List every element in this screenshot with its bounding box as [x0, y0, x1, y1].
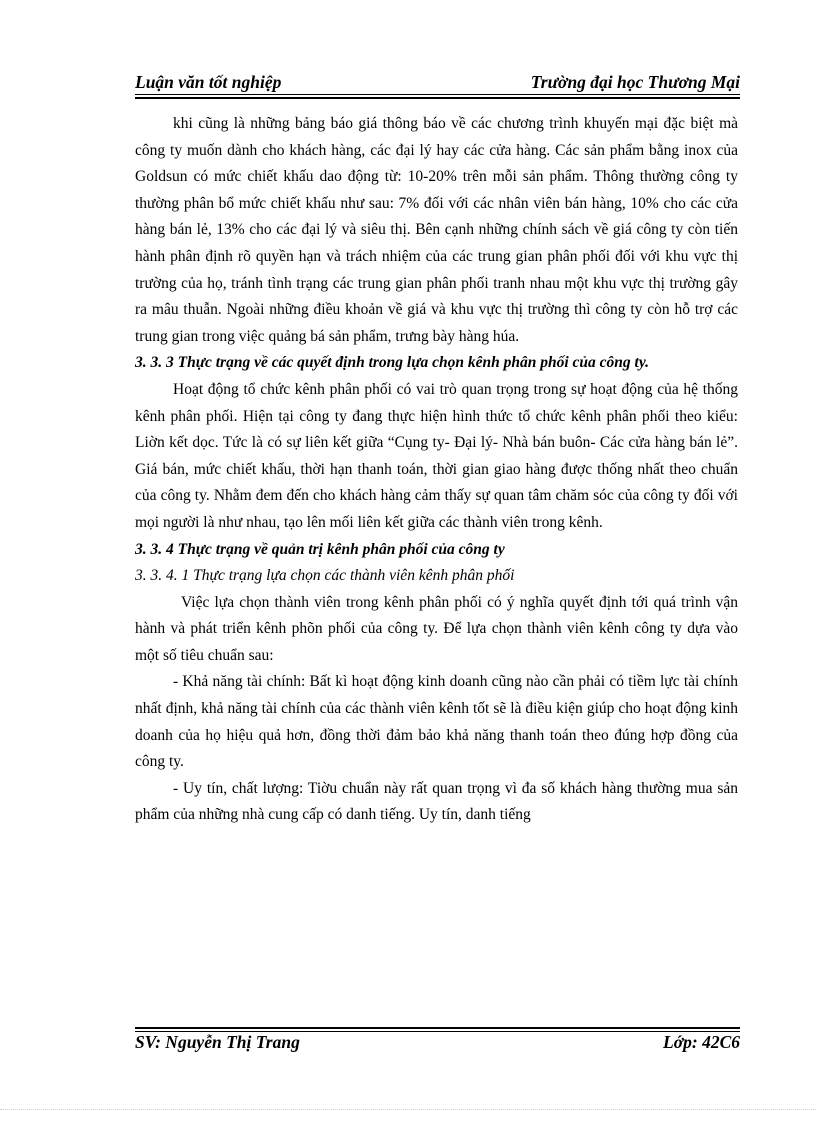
- paragraph-member-selection: Việc lựa chọn thành viên trong kênh phân phối có ý nghĩa quyết định tới quá trình vận hành và phát triển kênh phõn phối của công ty. Để lựa chọn thành viên kênh công ty dựa vào một số tiêu chuẩn sau:: [135, 593, 738, 664]
- footer-student-name: SV: Nguyễn Thị Trang: [135, 1032, 300, 1052]
- section-heading-3-3-4: 3. 3. 4 Thực trạng về quản trị kênh phân phối của công ty: [135, 540, 505, 558]
- header-divider-thin: [135, 94, 740, 95]
- header-university: Trường đại học Thương Mại: [530, 72, 740, 92]
- footer-divider-thick: [135, 1027, 740, 1029]
- page-body: [135, 111, 738, 829]
- subsection-heading-3-3-4-1: 3. 3. 4. 1 Thực trạng lựa chọn các thành viên kênh phân phối: [135, 567, 515, 585]
- page-edge-divider: [0, 1109, 816, 1110]
- footer-class: Lớp: 42C6: [663, 1032, 740, 1052]
- paragraph-financial-capacity: - Khả năng tài chính: Bất kì hoạt động kinh doanh cũng nào cần phải có tiềm lực tài chính nhất định, khả năng tài chính của các thành viên kênh tốt sẽ là điều kiện giúp cho hoạt động kinh doanh của họ hiệu quả hơn, đồng thời đảm bảo khả năng thanh toán theo đúng hợp đồng của công ty.: [135, 673, 738, 771]
- paragraph-pricing-policy: khi cũng là những bảng báo giá thông báo về các chương trình khuyến mại đặc biệt mà công ty muốn dành cho khách hàng, các đại lý hay các cửa hàng. Các sản phẩm bằng inox của Goldsun có mức chiết khấu dao động từ: 10-20% trên mỗi sản phẩm. Thông thường công ty thường phân bổ mức chiết khấu như sau: 7% đối với các nhân viên bán hàng, 10% cho các cửa hàng bán lẻ, 13% cho các đại lý và siêu thị. Bên cạnh những chính sách về giá công ty còn tiến hành phân định rõ quyền hạn và trách nhiệm của các trung gian phân phối đối với khu vực thị trường của họ, tránh tình trạng các trung gian phân phối tranh nhau một khu vực thị trường gây ra mâu thuẫn. Ngoài những điều khoản về giá và khu vực thị trường thì công ty còn hỗ trợ các trung gian trong việc quảng bá sản phẩm, trưng bày hàng húa.: [135, 115, 738, 345]
- paragraph-reputation-quality: - Uy tín, chất lượng: Tiờu chuẩn này rất quan trọng vì đa số khách hàng thường mua sản phẩm của những nhà cung cấp có danh tiếng. Uy tín, danh tiếng: [135, 779, 738, 824]
- paragraph-channel-organization: Hoạt động tổ chức kênh phân phối có vai trò quan trọng trong sự hoạt động của hệ thống kênh phân phối. Hiện tại công ty đang thực hiện hình thức tổ chức kênh phân phối theo kiểu: Liờn kết dọc. Tức là có sự liên kết giữa “Cụng ty- Đại lý- Nhà bán buôn- Các cửa hàng bán lẻ”. Giá bán, mức chiết khấu, thời hạn thanh toán, thời gian giao hàng được thống nhất theo chuẩn của công ty. Nhằm đem đến cho khách hàng cảm thấy sự quan tâm chăm sóc của công ty đối với mọi người là như nhau, tạo lên mối liên kết giữa các thành viên trong kênh.: [135, 380, 738, 531]
- header-thesis-title: Luận văn tốt nghiệp: [135, 72, 282, 92]
- section-heading-3-3-3: 3. 3. 3 Thực trạng về các quyết định trong lựa chọn kênh phân phối của công ty.: [135, 354, 650, 372]
- page-header: [135, 72, 740, 96]
- page-footer: [135, 1032, 740, 1056]
- header-divider-thick: [135, 97, 740, 99]
